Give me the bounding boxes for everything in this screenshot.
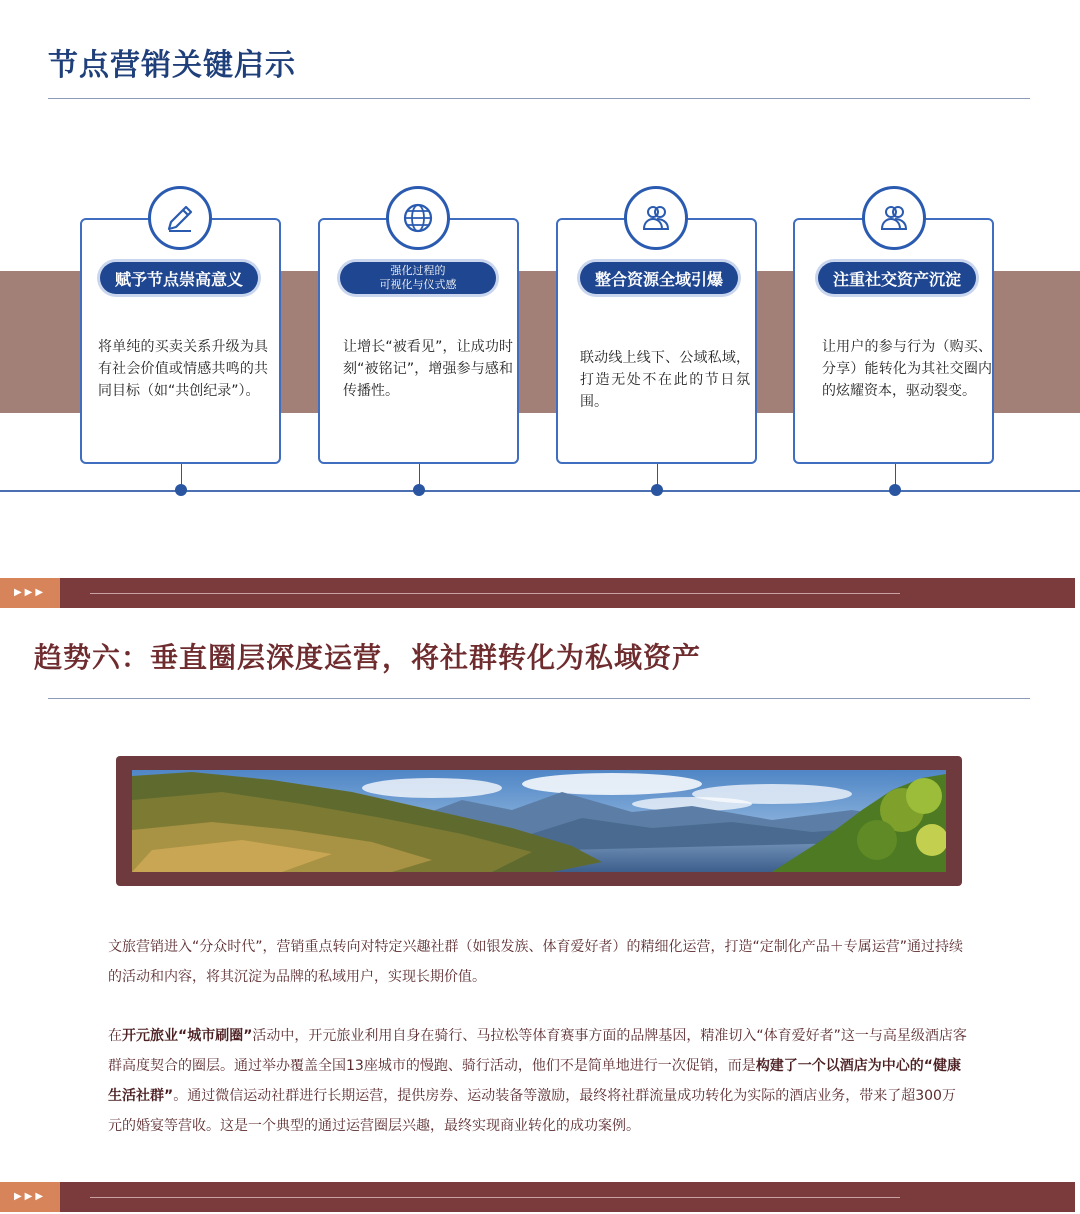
users-icon — [638, 200, 674, 236]
divider-line — [90, 593, 900, 594]
timeline-dot — [413, 484, 425, 496]
card-pill-label — [340, 262, 496, 294]
divider-line — [90, 1197, 900, 1198]
card-text: 让用户的参与行为（购买、分享）能转化为其社交圈内的炫耀资本，驱动裂变。 — [822, 339, 992, 399]
case-text-2: 活动中，开元旅业利用自身在骑行、马拉松等体育赛事方面的品牌基因，精准切入“体育爱好者”这一与高星级酒店客群高度契合的圈层。通过举办覆盖全国13座城市的慢跑、骑行活动，他们不是简单地进行一次促销，而是 — [108, 1028, 967, 1074]
timeline-line — [0, 490, 1080, 492]
pencil-icon — [162, 200, 198, 236]
card-pill-label: 整合资源全域引爆 — [580, 262, 738, 294]
case-text-1: 在 — [108, 1028, 122, 1044]
section-title: 节点营销关键启示 — [48, 48, 296, 83]
pill-line-2: 可视化与仪式感 — [379, 278, 457, 291]
icon-circle — [862, 186, 926, 250]
title-rule — [48, 698, 1030, 699]
case-paragraph — [108, 1021, 968, 1141]
timeline-dot — [175, 484, 187, 496]
section-divider — [0, 1182, 1075, 1212]
case-bold-1: 开元旅业“城市刷圈” — [122, 1028, 253, 1044]
trend-title — [34, 636, 701, 676]
trend-title-main: 垂直圈层深度运营，将社群转化为私域资产 — [150, 641, 702, 674]
globe-icon — [400, 200, 436, 236]
users-icon — [876, 200, 912, 236]
trend-title-prefix: 趋势六： — [34, 641, 151, 674]
card-pill-label: 赋予节点崇高意义 — [100, 262, 258, 294]
icon-circle — [148, 186, 212, 250]
case-bold-2: 构建了一个以酒店为中心的“健康生活社群” — [108, 1058, 962, 1104]
icon-circle — [624, 186, 688, 250]
divider-arrows: ▶▶▶ — [0, 578, 60, 608]
divider-arrows: ▶▶▶ — [0, 1182, 60, 1212]
icon-circle — [386, 186, 450, 250]
intro-paragraph: 文旅营销进入“分众时代”，营销重点转向对特定兴趣社群（如银发族、体育爱好者）的精细化运营，打造“定制化产品＋专属运营”通过持续的活动和内容，将其沉淀为品牌的私域用户，实现长期价值。 — [108, 939, 964, 985]
case-text-3: 。通过微信运动社群进行长期运营，提供房券、运动装备等激励，最终将社群流量成功转化为实际的酒店业务，带来了超300万元的婚宴等营收。这是一个典型的通过运营圈层兴趣，最终实现商业转化的成功案例。 — [108, 1088, 956, 1134]
timeline-dot — [651, 484, 663, 496]
card-pill-label: 注重社交资产沉淀 — [818, 262, 976, 294]
landscape-image — [132, 770, 946, 872]
title-rule — [48, 98, 1030, 99]
insight-card-3 — [556, 218, 757, 464]
card-text: 让增长“被看见”，让成功时刻“被铭记”，增强参与感和传播性。 — [343, 339, 513, 399]
card-text: 将单纯的买卖关系升级为具有社会价值或情感共鸣的共同目标（如“共创纪录”）。 — [98, 339, 268, 399]
section-divider — [0, 578, 1075, 608]
pill-line-1: 强化过程的 — [390, 264, 446, 277]
card-text: 联动线上线下、公域私域，打造无处不在此的节日氛围。 — [580, 350, 750, 410]
timeline-dot — [889, 484, 901, 496]
landscape-banner-frame — [116, 756, 962, 886]
